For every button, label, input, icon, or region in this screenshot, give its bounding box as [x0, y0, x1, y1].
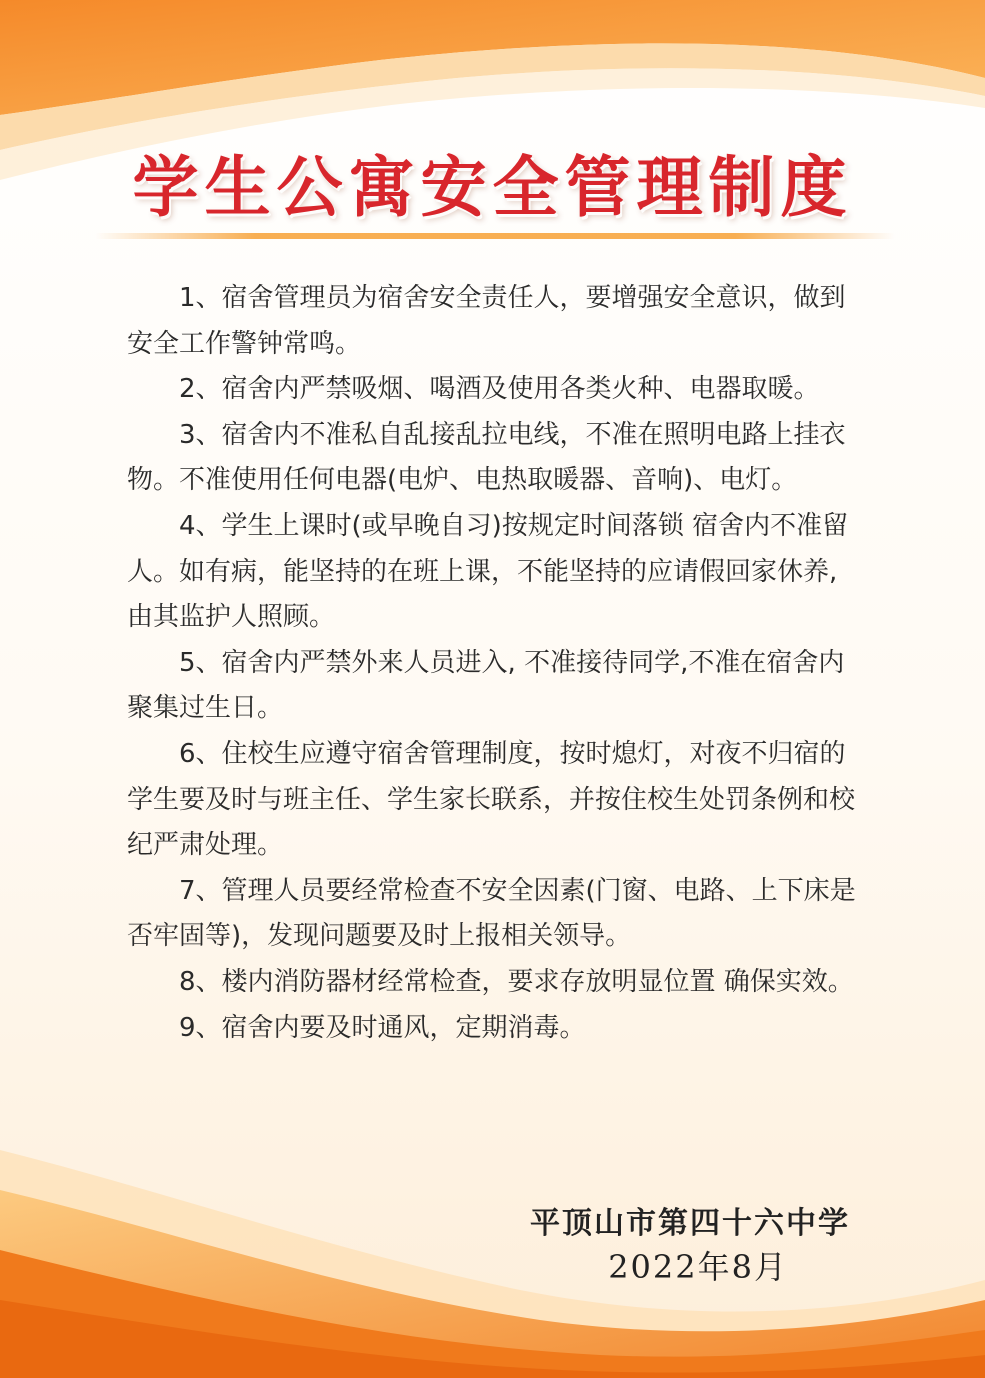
rule-item: 3、宿舍内不准私自乱接乱拉电线，不准在照明电路上挂衣物。不准使用任何电器(电炉、电热取暖器、音响)、电灯。: [127, 419, 846, 496]
rule-item: 5、宿舍内严禁外来人员进入, 不准接待同学,不准在宿舍内聚集过生日。: [127, 647, 845, 724]
rules-list: [127, 276, 862, 1051]
rule-item: 4、学生上课时(或早晚自习)按规定时间落锁 宿舍内不准留人。如有病，能坚持的在班上课，不能坚持的应请假回家休养,由其监护人照顾。: [127, 510, 849, 633]
poster-title: 学生公寓安全管理制度: [132, 148, 853, 226]
title-divider: [95, 233, 895, 239]
rule-item: 7、管理人员要经常检查不安全因素(门窗、电路、上下床是否牢固等)，发现问题要及时上报相关领导。: [127, 875, 856, 952]
rule-item: 8、楼内消防器材经常检查，要求存放明显位置 确保实效。: [179, 966, 854, 997]
signature-block: [520, 1203, 850, 1289]
rule-item: 6、住校生应遵守宿舍管理制度，按时熄灯，对夜不归宿的学生要及时与班主任、学生家长联系，并按住校生处罚条例和校纪严肃处理。: [127, 738, 856, 861]
rule-item: 1、宿舍管理员为宿舍安全责任人，要增强安全意识，做到安全工作警钟常鸣。: [127, 283, 846, 359]
rule-item: 9、宿舍内要及时通风，定期消毒。: [179, 1012, 586, 1043]
rule-item: 2、宿舍内严禁吸烟、喝酒及使用各类火种、电器取暖。: [179, 374, 820, 405]
issue-date: 2022年8月: [608, 1248, 788, 1286]
school-name: 平顶山市第四十六中学: [530, 1206, 850, 1241]
